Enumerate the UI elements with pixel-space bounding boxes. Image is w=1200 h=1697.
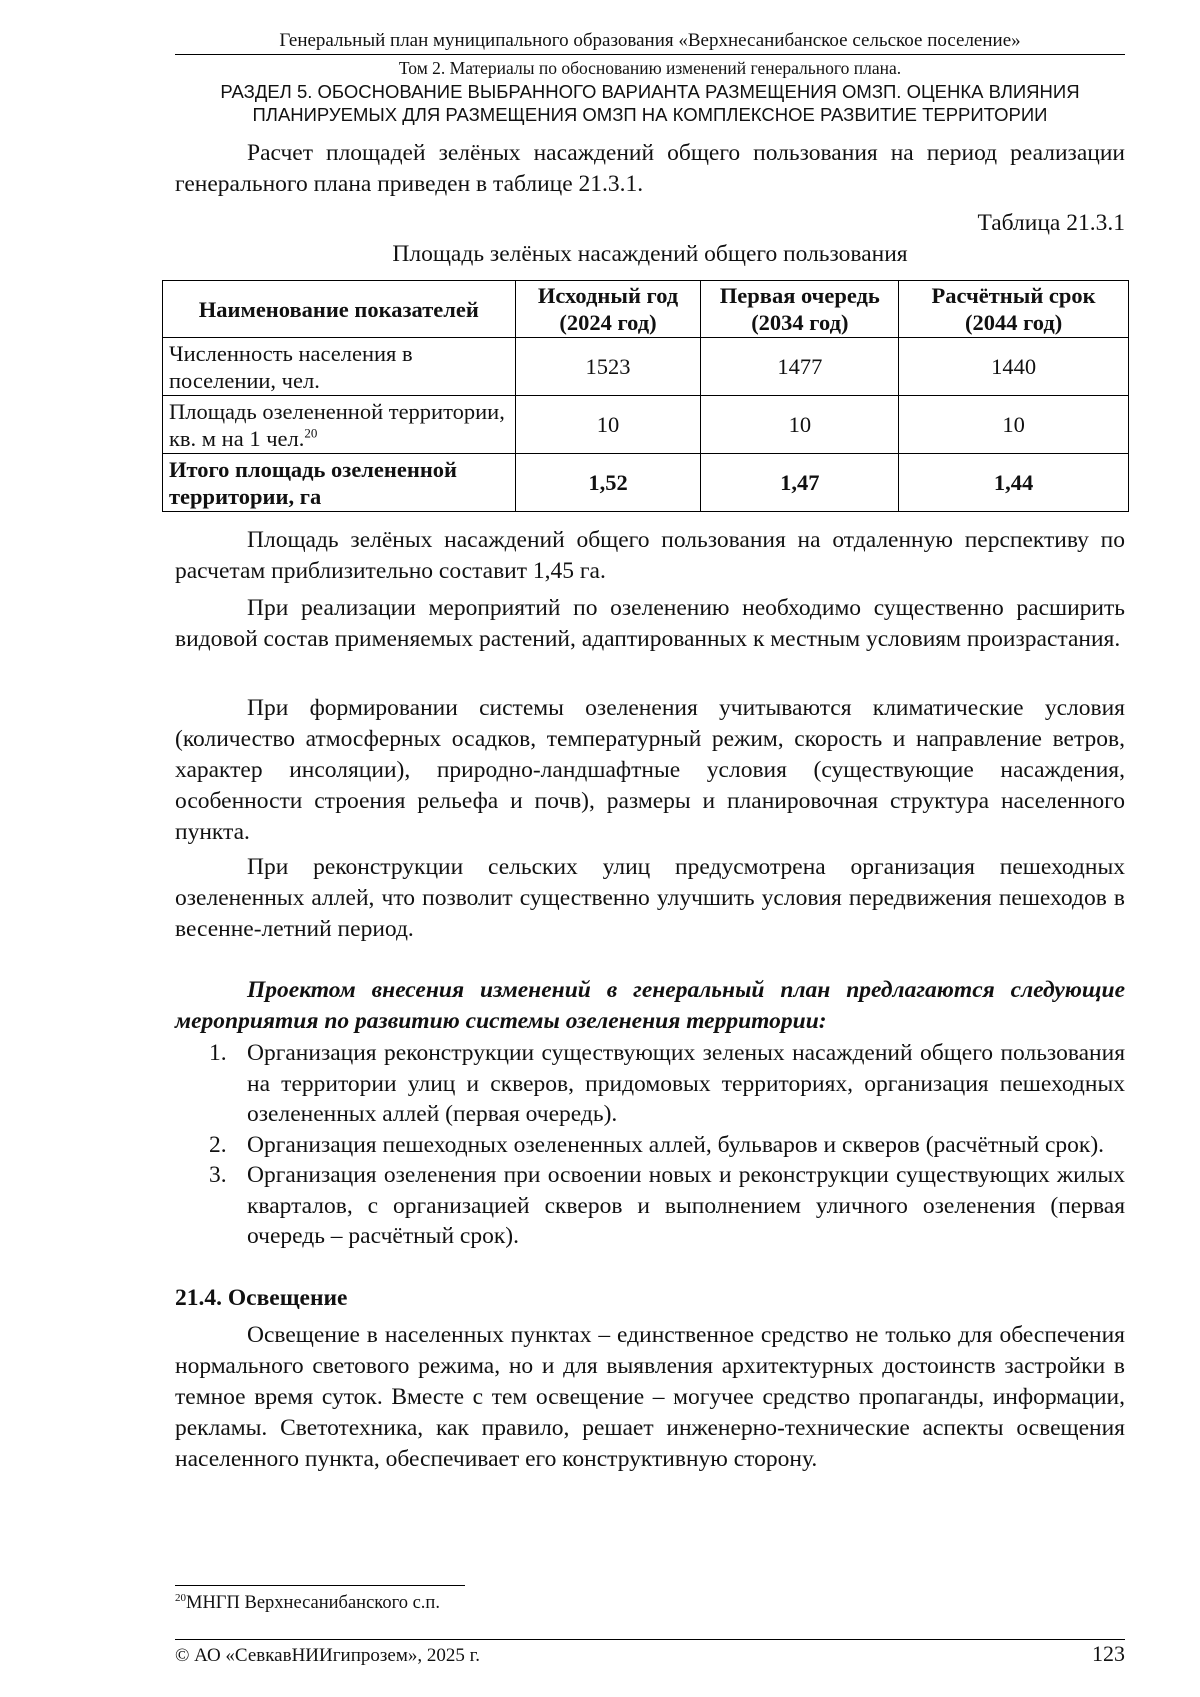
- header-final-term: Расчётный срок (2044 год): [899, 281, 1129, 338]
- body-paragraph: При формировании системы озеленения учитываются климатические условия (количество атмосферных осадков, температурный режим, скорость и направление ветров, характер инсоляции), природно-ландшафтные условия (существующие насаждения, особенности строения рельефа и почв), размеры и планировочная структура населенного пункта.: [175, 695, 1125, 845]
- header-organization: Генеральный план муниципального образования «Верхнесанибанское сельское поселение»: [279, 30, 1021, 51]
- header-section: РАЗДЕЛ 5. ОБОСНОВАНИЕ ВЫБРАННОГО ВАРИАНТА РАЗМЕЩЕНИЯ ОМЗП. ОЦЕНКА ВЛИЯНИЯ ПЛАНИРУЕМЫХ ДЛЯ РАЗМЕЩЕНИЯ ОМЗП НА КОМПЛЕКСНОЕ РАЗВИТИЕ ТЕРРИТОРИИ: [220, 81, 1080, 125]
- list-number: 3.: [209, 1162, 227, 1188]
- cell-value: 1523: [515, 338, 701, 396]
- cell-value: 10: [899, 396, 1129, 454]
- intro-paragraph: Расчет площадей зелёных насаждений общего пользования на период реализации генерального плана приведен в таблице 21.3.1.: [175, 140, 1125, 197]
- body-paragraph: Площадь зелёных насаждений общего пользования на отдаленную перспективу по расчетам приблизительно составит 1,45 га.: [175, 527, 1125, 584]
- header-indicator: Наименование показателей: [163, 281, 516, 338]
- footer-copyright: © АО «СевкавНИИгипрозем», 2025 г.: [175, 1645, 480, 1666]
- footnote: [175, 1593, 440, 1614]
- green-area-table: [162, 280, 1129, 512]
- cell-value: 1477: [701, 338, 899, 396]
- list-number: 1.: [209, 1040, 227, 1066]
- cell-value: 1,47: [701, 454, 899, 512]
- list-item: [175, 1160, 1125, 1252]
- cell-value: 1,52: [515, 454, 701, 512]
- lighting-paragraph: Освещение в населенных пунктах – единственное средство не только для обеспечения нормального светового режима, но и для выявления архитектурных достоинств застройки в темное время суток. Вместе с тем освещение – могучее средство пропаганды, информации, рекламы. Светотехника, как правило, решает инженерно-технические аспекты освещения населенного пункта, обеспечивает его конструктивную сторону.: [175, 1322, 1125, 1472]
- table-row: [163, 396, 1129, 454]
- list-item: [175, 1038, 1125, 1130]
- header-divider: [175, 54, 1125, 55]
- measures-list: [175, 1038, 1125, 1252]
- row-label: Итого площадь озелененной территории, га: [163, 454, 516, 512]
- footer-divider: [175, 1639, 1125, 1640]
- table-title: Площадь зелёных насаждений общего пользования: [392, 241, 908, 267]
- list-text: Организация реконструкции существующих зеленых насаждений общего пользования на территории улиц и скверов, придомовых территориях, организация пешеходных озелененных аллей (первая очередь).: [247, 1040, 1125, 1127]
- body-paragraph: При реконструкции сельских улиц предусмотрена организация пешеходных озелененных аллей, что позволит существенно улучшить условия передвижения пешеходов в весенне-летний период.: [175, 854, 1125, 942]
- list-text: Организация пешеходных озелененных аллей, бульваров и скверов (расчётный срок).: [247, 1131, 1105, 1158]
- footnote-text: МНГП Верхнесанибанского с.п.: [186, 1593, 440, 1613]
- body-paragraph: При реализации мероприятий по озеленению необходимо существенно расширить видовой состав применяемых растений, адаптированных к местным условиям произрастания.: [175, 595, 1125, 652]
- header-first-stage: Первая очередь (2034 год): [701, 281, 899, 338]
- table-header-row: [163, 281, 1129, 338]
- footnote-reference: 20: [304, 425, 318, 440]
- table-total-row: [163, 454, 1129, 512]
- header-base-year: Исходный год (2024 год): [515, 281, 701, 338]
- row-label: Площадь озелененной территории, кв. м на 1 чел.: [169, 398, 505, 451]
- footnote-number: 20: [175, 1591, 186, 1604]
- cell-value: 1440: [899, 338, 1129, 396]
- header-volume: Том 2. Материалы по обоснованию изменений генерального плана.: [398, 58, 902, 78]
- section-heading: 21.4. Освещение: [175, 1285, 348, 1311]
- measures-lead: Проектом внесения изменений в генеральный план предлагаются следующие мероприятия по развитию системы озеленения территории:: [175, 977, 1125, 1034]
- footnote-divider: [175, 1585, 465, 1586]
- table-number: Таблица 21.3.1: [977, 210, 1125, 236]
- list-text: Организация озеленения при освоении новых и реконструкции существующих жилых кварталов, с организацией скверов и выполнением уличного озеленения (первая очередь – расчётный срок).: [247, 1162, 1125, 1249]
- cell-value: 10: [515, 396, 701, 454]
- list-number: 2.: [209, 1131, 227, 1158]
- row-label: Численность населения в поселении, чел.: [163, 338, 516, 396]
- cell-value: 1,44: [899, 454, 1129, 512]
- page-number: 123: [1092, 1641, 1125, 1666]
- list-item: [175, 1130, 1125, 1161]
- row-label-cell: [163, 396, 516, 454]
- cell-value: 10: [701, 396, 899, 454]
- table-row: [163, 338, 1129, 396]
